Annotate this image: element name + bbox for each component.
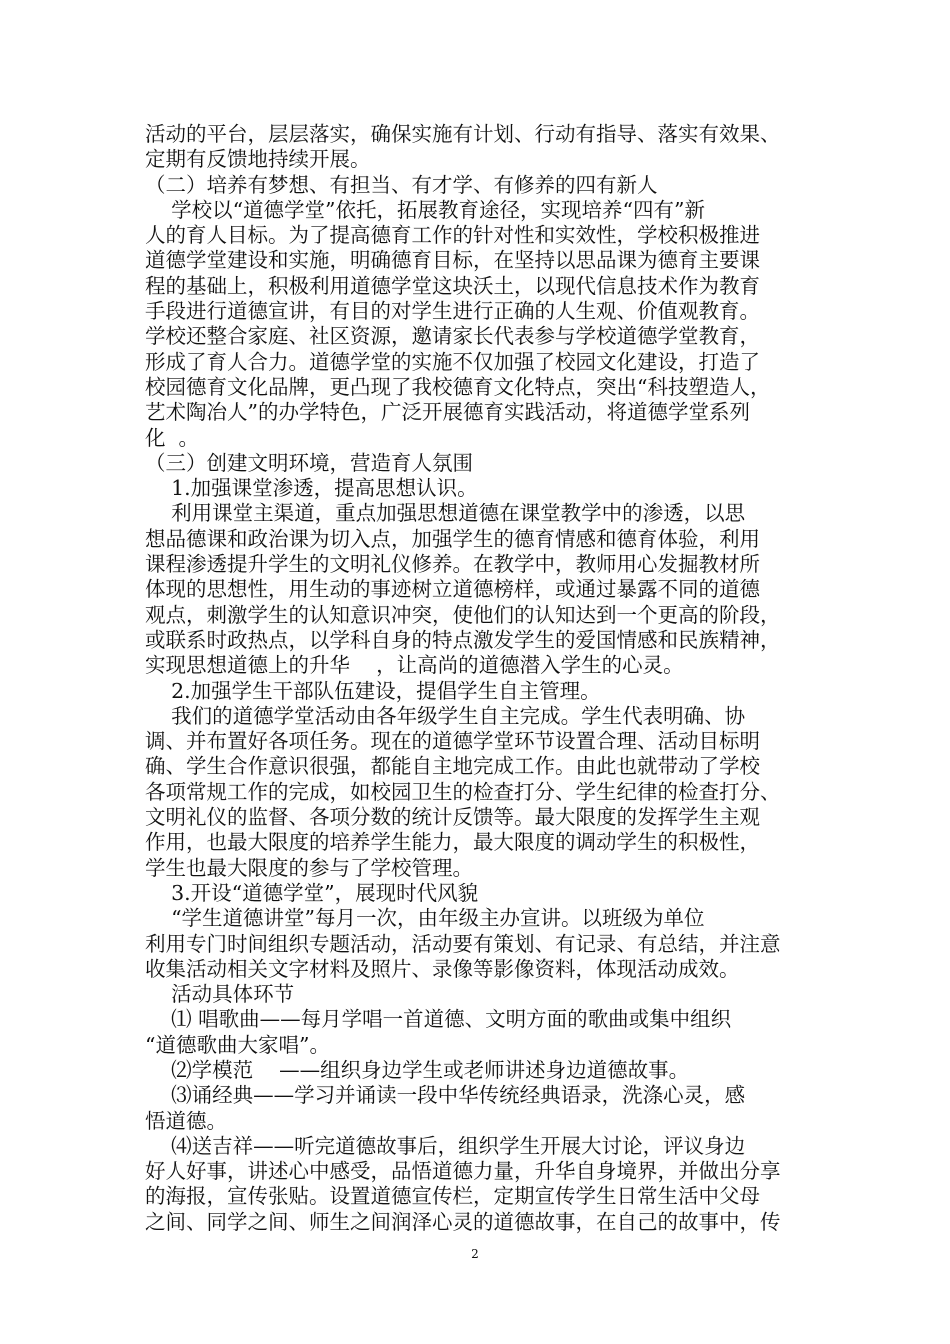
text-line: 1.加强课堂渗透，提高思想认识。 — [145, 476, 478, 501]
text-line: 活动具体环节 — [145, 982, 295, 1007]
text-line: ⑵学模范 ——组织身边学生或老师讲述身边道德故事。 — [145, 1057, 690, 1082]
text-line: 学校以“道德学堂”依托，拓展教育途径，实现培养“四有”新 — [145, 197, 705, 222]
text-line: 程的基础上，积极利用道德学堂这块沃土，以现代信息技术作为教育 — [145, 273, 760, 298]
text-line: 利用课堂主渠道，重点加强思想道德在课堂教学中的渗透，以思 — [145, 501, 746, 526]
text-line: “道德歌曲大家唱”。 — [145, 1032, 330, 1057]
text-line: 调、并布置好各项任务。现在的道德学堂环节设置合理、活动目标明 — [145, 729, 760, 754]
text-line: 3.开设“道德学堂”，展现时代风貌 — [145, 880, 479, 905]
text-line: 定期有反馈地持续开展。 — [145, 147, 371, 172]
text-line: 学生也最大限度的参与了学校管理。 — [145, 855, 473, 880]
text-line: （二）培养有梦想、有担当、有才学、有修养的四有新人 — [145, 172, 658, 197]
page-number: 2 — [471, 1247, 479, 1261]
text-line: 我们的道德学堂活动由各年级学生自主完成。学生代表明确、协 — [145, 703, 746, 728]
text-line: 想品德课和政治课为切入点，加强学生的德育情感和德育体验，利用 — [145, 526, 760, 551]
text-line: 化 。 — [145, 425, 200, 450]
text-line: 的海报，宣传张贴。设置道德宣传栏，定期宣传学生日常生活中父母 — [145, 1184, 760, 1209]
text-line: 实现思想道德上的升华 ，让高尚的道德潜入学生的心灵。 — [145, 653, 684, 678]
text-line: ⑴ 唱歌曲——每月学唱一首道德、文明方面的歌曲或集中组织 — [145, 1007, 732, 1032]
text-line: 手段进行道德宣讲，有目的对学生进行正确的人生观、价值观教育。 — [145, 299, 760, 324]
text-line: 校园德育文化品牌，更凸现了我校德育文化特点，突出“科技塑造人， — [145, 374, 771, 399]
text-line: 或联系时政热点，以学科自身的特点激发学生的爱国情感和民族精神， — [145, 627, 781, 652]
text-line: 利用专门时间组织专题活动，活动要有策划、有记录、有总结，并注意 — [145, 931, 781, 956]
text-line: 文明礼仪的监督、各项分数的统计反馈等。最大限度的发挥学生主观 — [145, 805, 760, 830]
text-line: 体现的思想性，用生动的事迹树立道德榜样，或通过暴露不同的道德 — [145, 577, 760, 602]
text-line: 观点，刺激学生的认知意识冲突，使他们的认知达到一个更高的阶段， — [145, 602, 781, 627]
text-line: 道德学堂建设和实施，明确德育目标，在坚持以思品课为德育主要课 — [145, 248, 760, 273]
text-line: 各项常规工作的完成，如校园卫生的检查打分、学生纪律的检查打分、 — [145, 779, 781, 804]
text-line: “学生道德讲堂”每月一次，由年级主办宣讲。以班级为单位 — [145, 906, 705, 931]
text-line: 之间、同学之间、师生之间润泽心灵的道德故事，在自己的故事中，传 — [145, 1209, 781, 1234]
text-line: 活动的平台，层层落实，确保实施有计划、行动有指导、落实有效果、 — [145, 122, 781, 146]
text-line: 悟道德。 — [145, 1108, 227, 1133]
text-line: 形成了育人合力。道德学堂的实施不仅加强了校园文化建设，打造了 — [145, 349, 760, 374]
text-line: 2.加强学生干部队伍建设，提倡学生自主管理。 — [145, 678, 601, 703]
text-line: 人的育人目标。为了提高德育工作的针对性和实效性，学校积极推进 — [145, 223, 760, 248]
text-line: 好人好事，讲述心中感受，品悟道德力量，升华自身境界，并做出分享 — [145, 1159, 781, 1184]
text-line: 作用，也最大限度的培养学生能力，最大限度的调动学生的积极性， — [145, 830, 760, 855]
text-line: 学校还整合家庭、社区资源，邀请家长代表参与学校道德学堂教育， — [145, 324, 760, 349]
text-line: 课程渗透提升学生的文明礼仪修养。在教学中，教师用心发掘教材所 — [145, 552, 760, 577]
text-line: ⑶诵经典——学习并诵读一段中华传统经典语录，洗涤心灵，感 — [145, 1083, 746, 1108]
body-text — [145, 122, 825, 1235]
text-line: 确、学生合作意识很强，都能自主地完成工作。由此也就带动了学校 — [145, 754, 760, 779]
text-line: （三）创建文明环境，营造育人氛围 — [145, 450, 473, 475]
text-line: ⑷送吉祥——听完道德故事后，组织学生开展大讨论，评议身边 — [145, 1133, 746, 1158]
text-line: 收集活动相关文字材料及照片、录像等影像资料，体现活动成效。 — [145, 956, 740, 981]
text-line: 艺术陶冶人”的办学特色，广泛开展德育实践活动，将道德学堂系列 — [145, 400, 750, 425]
